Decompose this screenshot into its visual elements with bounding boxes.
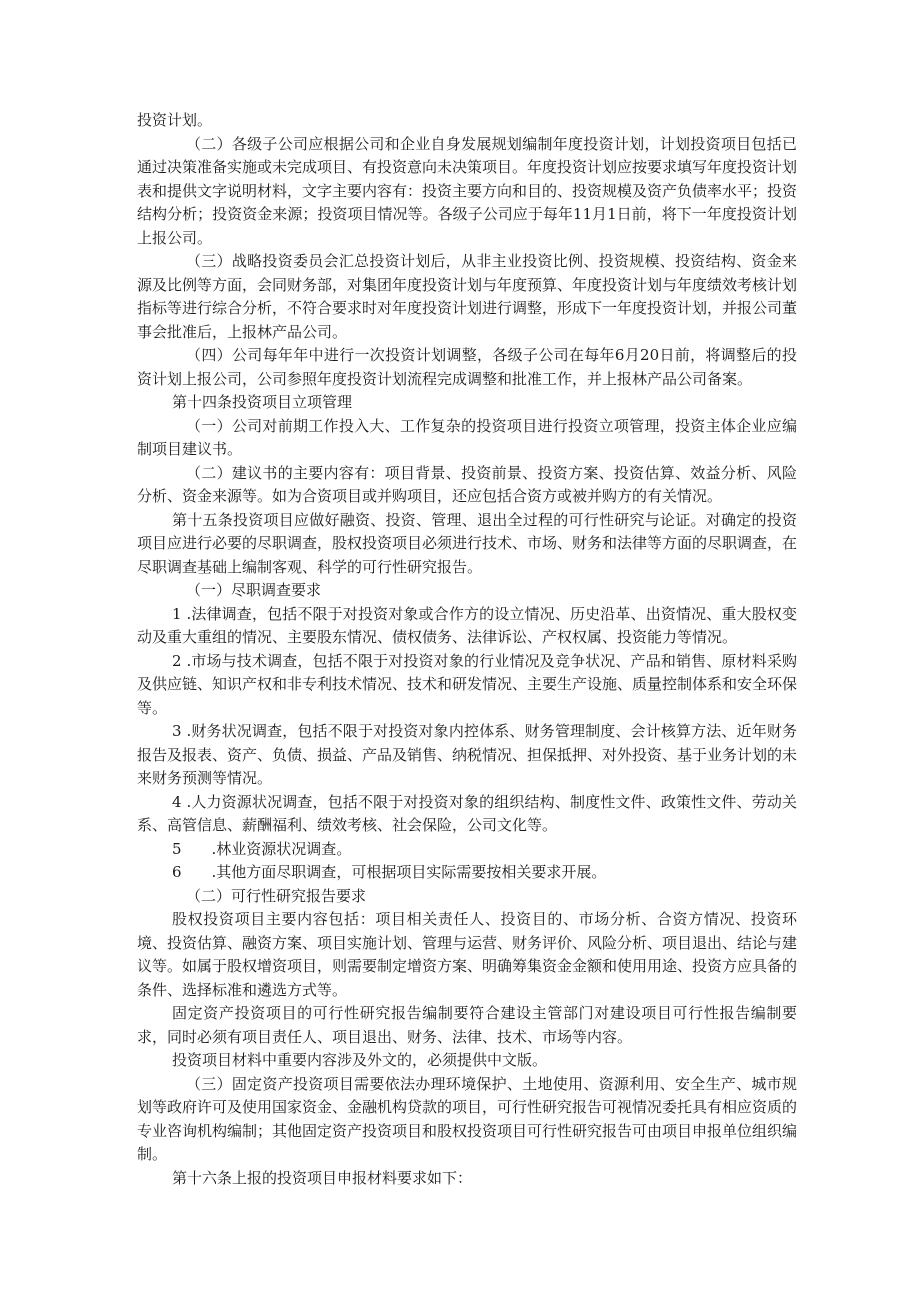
paragraph-project-initiation: （一）公司对前期工作投入大、工作复杂的投资项目进行投资立项管理，投资主体企业应编制项目建议书。 — [137, 416, 797, 458]
feasibility-heading: （二）可行性研究报告要求 — [186, 886, 367, 905]
paragraph-continuation: 投资计划。 — [137, 111, 213, 129]
paragraph-midyear-adjustment: （四）公司每年年中进行一次投资计划调整，各级子公司在每年6月20日前，将调整后的投资计划上报公司，公司参照年度投资计划流程完成调整和批准工作，并上报林产品公司备案。 — [137, 346, 797, 388]
article-15-paragraph: 第十五条投资项目应做好融资、投资、管理、退出全过程的可行性研究与论证。对确定的投资项目应进行必要的尽职调查，股权投资项目必须进行技术、市场、财务和法律等方面的尽职调查，在尽职调查基础上编制客观、科学的可行性研究报告。 — [137, 510, 798, 576]
due-diligence-item-other: 6 .其他方面尽职调查，可根据项目实际需要按相关要求开展。 — [172, 863, 607, 881]
due-diligence-item-finance: 3 .财务状况调查，包括不限于对投资对象内控体系、财务管理制度、会计核算方法、近年财务报告及报表、资产、负债、损益、产品及销售、纳税情况、担保抵押、对外投资、基于业务计划的未来财务预测等情况。 — [137, 722, 798, 787]
article-14-heading: 第十四条投资项目立项管理 — [172, 393, 353, 411]
due-diligence-item-hr: 4 .人力资源状况调查，包括不限于对投资对象的组织结构、制度性文件、政策性文件、劳动关系、高管信息、薪酬福利、绩效考核、社会保险，公司文化等。 — [137, 792, 797, 834]
paragraph-strategy-committee: （三）战略投资委员会汇总投资计划后，从非主业投资比例、投资规模、投资结构、资金来源及比例等方面，会同财务部，对集团年度投资计划与年度预算、年度投资计划与年度绩效考核计划指标等进行综合分析，不符合要求时对年度投资计划进行调整，形成下一年度投资计划，并报公司董事会批准后，上报林产品公司。 — [137, 252, 798, 341]
article-16-heading: 第十六条上报的投资项目申报材料要求如下： — [172, 1168, 473, 1187]
paragraph-foreign-language: 投资项目材料中重要内容涉及外文的，必须提供中文版。 — [172, 1051, 548, 1069]
paragraph-annual-plan-subsidiaries: （二）各级子公司应根据公司和企业自身发展规划编制年度投资计划，计划投资项目包括已通过决策准备实施或未完成项目、有投资意向未决策项目。年度投资计划应按要求填写年度投资计划表和提供文字说明材料，文字主要内容有：投资主要方向和目的、投资规模及资产负债率水平；投资结构分析；投资资金来源；投资项目情况等。各级子公司应于每年11月1日前，将下一年度投资计划上报公司。 — [137, 134, 798, 247]
due-diligence-item-forestry: 5 .林业资源状况调查。 — [172, 839, 352, 858]
paragraph-proposal-contents: （二）建议书的主要内容有：项目背景、投资前景、投资方案、投资估算、效益分析、风险分析、资金来源等。如为合资项目或并购项目，还应包括合资方或被并购方的有关情况。 — [137, 463, 797, 505]
due-diligence-heading: （一）尽职调查要求 — [186, 581, 322, 599]
due-diligence-item-market: 2 .市场与技术调查，包括不限于对投资对象的行业情况及竞争状况、产品和销售、原材料采购及供应链、知识产权和非专利技术情况、技术和研发情况、主要生产设施、质量控制体系和安全环保等。 — [137, 651, 798, 717]
document-body — [137, 109, 797, 1190]
paragraph-fixed-asset-feasibility: 固定资产投资项目的可行性研究报告编制要符合建设主管部门对建设项目可行性报告编制要求，同时必须有项目责任人、项目退出、财务、法律、技术、市场等内容。 — [137, 1004, 797, 1046]
due-diligence-item-legal: 1 .法律调查，包括不限于对投资对象或合作方的设立情况、历史沿革、出资情况、重大股权变动及重大重组的情况、主要股东情况、债权债务、法律诉讼、产权权属、投资能力等情况。 — [137, 604, 797, 646]
paragraph-consulting-agency: （三）固定资产投资项目需要依法办理环境保护、土地使用、资源利用、安全生产、城市规划等政府许可及使用国家资金、金融机构贷款的项目，可行性研究报告可视情况委托具有相应资质的专业咨询机构编制；其他固定资产投资项目和股权投资项目可行性研究报告可由项目申报单位组织编制。 — [137, 1074, 798, 1163]
paragraph-equity-feasibility: 股权投资项目主要内容包括：项目相关责任人、投资目的、市场分析、合资方情况、投资环境、投资估算、融资方案、项目实施计划、管理与运营、财务评价、风险分析、项目退出、结论与建议等。如属于股权增资项目，则需要制定增资方案、明确筹集资金金额和使用用途、投资方应具备的条件、选择标准和遴选方式等。 — [137, 910, 798, 999]
